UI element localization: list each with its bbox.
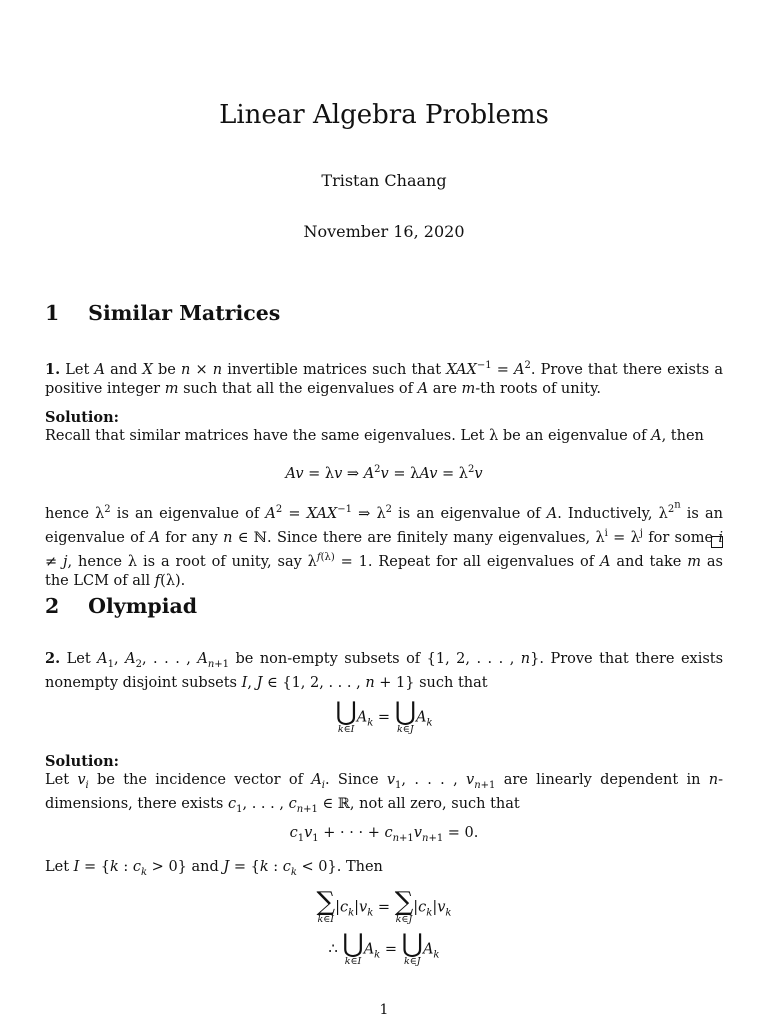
- section-title: Similar Matrices: [88, 301, 281, 325]
- display-equation-1: Av = λv ⇒ $A^2v = \lambda Av = \lambda^2v$: [285, 464, 483, 482]
- display-equation-sum: ∑ k∈I $|c_k|v_k$ = ∑ k∈J $|c_k|v_k$: [316, 887, 452, 925]
- display-equation-linear-combination: $c_1v_1$ + · · · + $c_{n+1}v_{n+1} = 0$.: [289, 825, 479, 844]
- big-union-symbol: ⋃: [394, 697, 417, 727]
- therefore-symbol: ∴: [328, 941, 338, 958]
- problem-1: [45, 356, 723, 399]
- document-author: Tristan Chaang: [321, 171, 447, 190]
- document-title: Linear Algebra Problems: [219, 100, 549, 130]
- section-heading-1: [45, 301, 280, 325]
- document-date: November 16, 2020: [303, 222, 465, 241]
- problem-text: Let A and X be n × n invertible matrices such that $XAX^{-1} = A^2$. Prove that there exists a positive integer m such that all the eigenvalues of A are m-th roots of unity.: [45, 360, 723, 397]
- section-heading-2: [45, 594, 197, 618]
- union-index: k∈I: [337, 724, 355, 735]
- solution-2-continued: Let I = {k : $c_k > 0$} and J = {k : $c_k < 0$}. Then: [45, 859, 383, 878]
- display-equation-union: ⋃ k∈I $A_k$ = ⋃ k∈J $A_k$: [335, 697, 433, 735]
- problem-label: 1.: [45, 360, 61, 378]
- page-number: 1: [379, 1002, 389, 1018]
- big-sum-symbol: ∑: [394, 887, 414, 917]
- qed-box: [711, 536, 723, 548]
- solution-label: Solution:: [45, 753, 119, 770]
- solution-intro: Let $v_i$ be the incidence vector of $A_i$. Since $v_1$, . . . , $v_{n+1}$ are linearly dependent in n-dimensions, there exists $c_1$, . . . , $c_{n+1}$ ∈ ℝ, not all zero, such that: [45, 772, 724, 815]
- solution-1-continued: hence $\lambda^2$ is an eigenvalue of $A^2 = XAX^{-1}$ ⇒ $\lambda^2$ is an eigenvalue of A. Inductively, $\lambda^{2^n}$ is an eigenvalue of A for any n ∈ ℕ. Since there are finitely many eigenvalues, $\lambda^i = \lambda^j$ for some i ≠ j, hence λ is a root of unity, say $\lambda^{f(\lambda)} = 1$. Repeat for all eigenvalues of A and take m as the LCM of all f(λ).: [45, 500, 723, 589]
- section-title: Olympiad: [88, 594, 198, 618]
- display-equation-conclusion: ∴ ⋃ k∈I $A_k$ = ⋃ k∈J $A_k$: [328, 929, 440, 967]
- solution-intro: Recall that similar matrices have the same eigenvalues. Let λ be an eigenvalue of A, then: [45, 428, 704, 444]
- problem-label: 2.: [45, 650, 61, 667]
- big-union-symbol: ⋃: [401, 929, 423, 959]
- section-number: 2: [45, 594, 60, 618]
- big-union-symbol: ⋃: [342, 929, 364, 959]
- solution-1: [45, 408, 723, 446]
- big-union-symbol: ⋃: [335, 697, 357, 727]
- solution-2: [45, 752, 723, 819]
- big-sum-symbol: ∑: [316, 887, 336, 917]
- solution-label: Solution:: [45, 409, 119, 426]
- section-number: 1: [45, 301, 60, 325]
- union-index: k∈J: [397, 724, 414, 735]
- problem-text: Let $A_1$, $A_2$, . . . , $A_{n+1}$ be non-empty subsets of {1, 2, . . . , n}. Prove that there exists nonempty disjoint subsets I, J ∈ {1, 2, . . . , n + 1} such that: [45, 651, 724, 691]
- problem-2: [45, 649, 723, 693]
